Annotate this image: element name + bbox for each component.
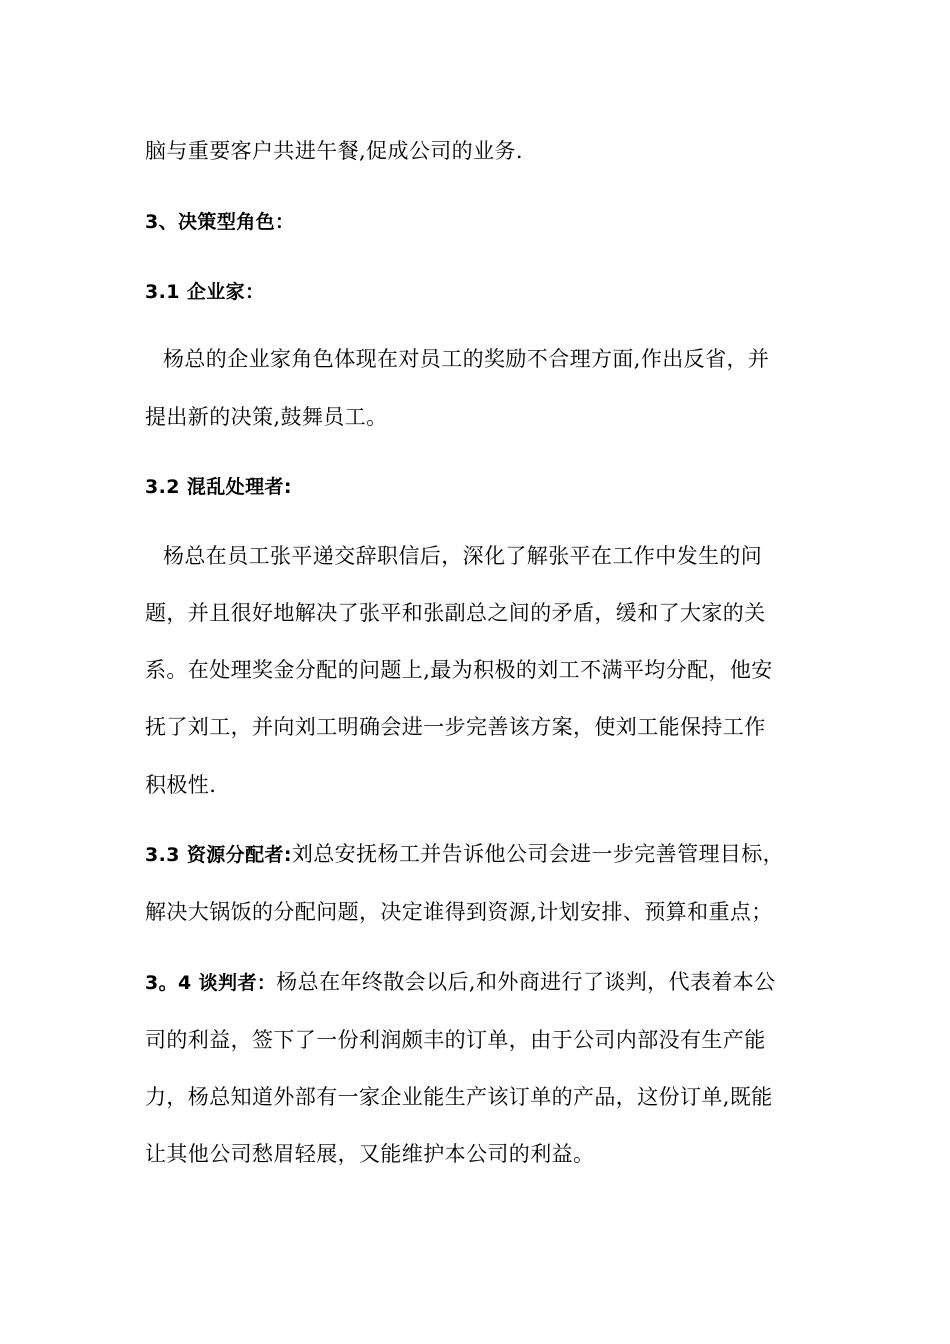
subsection-3-4-paragraph [145,967,776,997]
subsection-3-3-heading: 3.3 资源分配者: [145,844,292,866]
subsection-3-4-heading: 3。4 谈判者： [145,972,277,994]
paragraph-line: 题，并且很好地解决了张平和张副总之间的矛盾，缓和了大家的关 [145,601,766,625]
paragraph-line: 杨总的企业家角色体现在对员工的奖励不合理方面,作出反省，并 [163,347,770,371]
paragraph-line: 让其他公司愁眉轻展，又能维护本公司的利益。 [145,1142,595,1166]
subsection-3-2-heading: 3.2 混乱处理者: [145,476,292,498]
subsection-3-3-paragraph [145,839,784,869]
paragraph-line: 提出新的决策,鼓舞员工。 [145,405,388,429]
paragraph-line: 积极性. [145,773,217,797]
paragraph-line: 系。在处理奖金分配的问题上,最为积极的刘工不满平均分配，他安 [145,658,773,682]
paragraph-line: 解决大锅饭的分配问题，决定谁得到资源,计划安排、预算和重点； [145,900,773,924]
paragraph-line: 抚了刘工，并向刘工明确会进一步完善该方案，使刘工能保持工作 [145,715,766,739]
subsection-3-1-heading: 3.1 企业家： [145,281,265,303]
paragraph-line: 司的利益，签下了一份利润颇丰的订单，由于公司内部没有生产能 [145,1028,766,1052]
paragraph-line: 脑与重要客户共进午餐,促成公司的业务. [145,139,523,163]
section-3-heading: 3、决策型角色： [145,211,295,233]
paragraph-line: 力，杨总知道外部有一家企业能生产该订单的产品，这份订单,既能 [145,1085,773,1109]
paragraph-line: 杨总在员工张平递交辞职信后，深化了解张平在工作中发生的问 [163,544,763,568]
paragraph-text: 刘总安抚杨工并告诉他公司会进一步完善管理目标， [291,842,785,866]
paragraph-text: 杨总在年终散会以后,和外商进行了谈判，代表着本公 [276,970,776,994]
